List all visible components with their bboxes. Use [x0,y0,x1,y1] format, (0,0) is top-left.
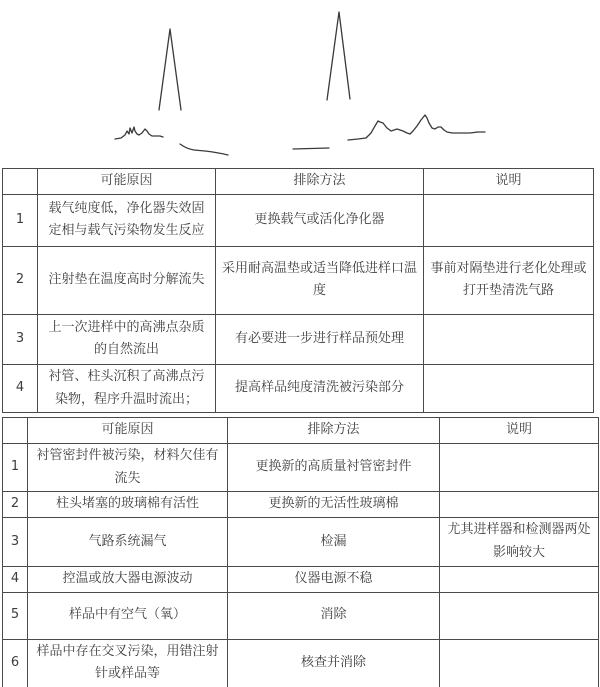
row-number: 1 [3,443,28,492]
header-index [3,418,28,444]
method-cell: 更换新的高质量衬管密封件 [228,443,440,492]
header-note: 说明 [440,418,599,444]
table-row [3,639,599,687]
row-number: 2 [3,246,38,314]
cause-cell: 载气纯度低，净化器失效固定相与载气污染物发生反应 [38,194,216,246]
method-cell: 提高样品纯度清洗被污染部分 [216,364,424,413]
note-cell [440,443,599,492]
cause-cell: 上一次进样中的高沸点杂质的自然流出 [38,314,216,364]
header-index [3,169,38,195]
row-number: 6 [3,639,28,687]
method-cell: 消除 [228,592,440,639]
header-method: 排除方法 [228,418,440,444]
table-row [3,566,599,592]
cause-cell: 样品中存在交叉污染，用错注射针或样品等 [28,639,228,687]
row-number: 3 [3,518,28,567]
note-cell [440,566,599,592]
row-number: 4 [3,566,28,592]
note-cell [440,639,599,687]
trace2-baseline-bumps [348,115,485,140]
table-row [3,518,599,567]
troubleshooting-table-2 [2,417,599,687]
note-cell [440,492,599,518]
table-header-row [3,169,594,195]
method-cell: 核查并消除 [228,639,440,687]
row-number: 3 [3,314,38,364]
header-cause: 可能原因 [38,169,216,195]
cause-cell: 衬管、柱头沉积了高沸点污染物，程序升温时流出； [38,364,216,413]
header-method: 排除方法 [216,169,424,195]
table-row [3,492,599,518]
table-header-row [3,418,599,444]
table-row [3,364,594,413]
cause-cell: 注射垫在温度高时分解流失 [38,246,216,314]
row-number: 1 [3,194,38,246]
row-number: 2 [3,492,28,518]
table-row [3,314,594,364]
cause-cell: 柱头堵塞的玻璃棉有活性 [28,492,228,518]
note-cell [424,364,594,413]
table-row [3,592,599,639]
troubleshooting-table-1 [2,168,594,413]
note-cell [440,592,599,639]
header-cause: 可能原因 [28,418,228,444]
row-number: 4 [3,364,38,413]
trace1-tail [180,144,228,155]
trace1-baseline-bumps [115,127,163,139]
note-cell: 事前对隔垫进行老化处理或打开垫清洗气路 [424,246,594,314]
table-row [3,246,594,314]
method-cell: 仪器电源不稳 [228,566,440,592]
cause-cell: 衬管密封件被污染，材料欠佳有流失 [28,443,228,492]
note-cell [424,314,594,364]
cause-cell: 控温或放大器电源波动 [28,566,228,592]
table-row [3,194,594,246]
method-cell: 更换新的无活性玻璃棉 [228,492,440,518]
method-cell: 有必要进一步进行样品预处理 [216,314,424,364]
method-cell: 更换载气或活化净化器 [216,194,424,246]
trace2-main-peak [327,12,350,100]
header-note: 说明 [424,169,594,195]
note-cell [424,194,594,246]
note-cell: 尤其进样器和检测器两处影响较大 [440,518,599,567]
table-row [3,443,599,492]
trace2-baseline-dash [293,148,329,149]
cause-cell: 气路系统漏气 [28,518,228,567]
chromatogram-figure [0,0,600,165]
cause-cell: 样品中有空气（氧） [28,592,228,639]
row-number: 5 [3,592,28,639]
trace1-main-peak [159,29,181,110]
method-cell: 检漏 [228,518,440,567]
method-cell: 采用耐高温垫或适当降低进样口温度 [216,246,424,314]
